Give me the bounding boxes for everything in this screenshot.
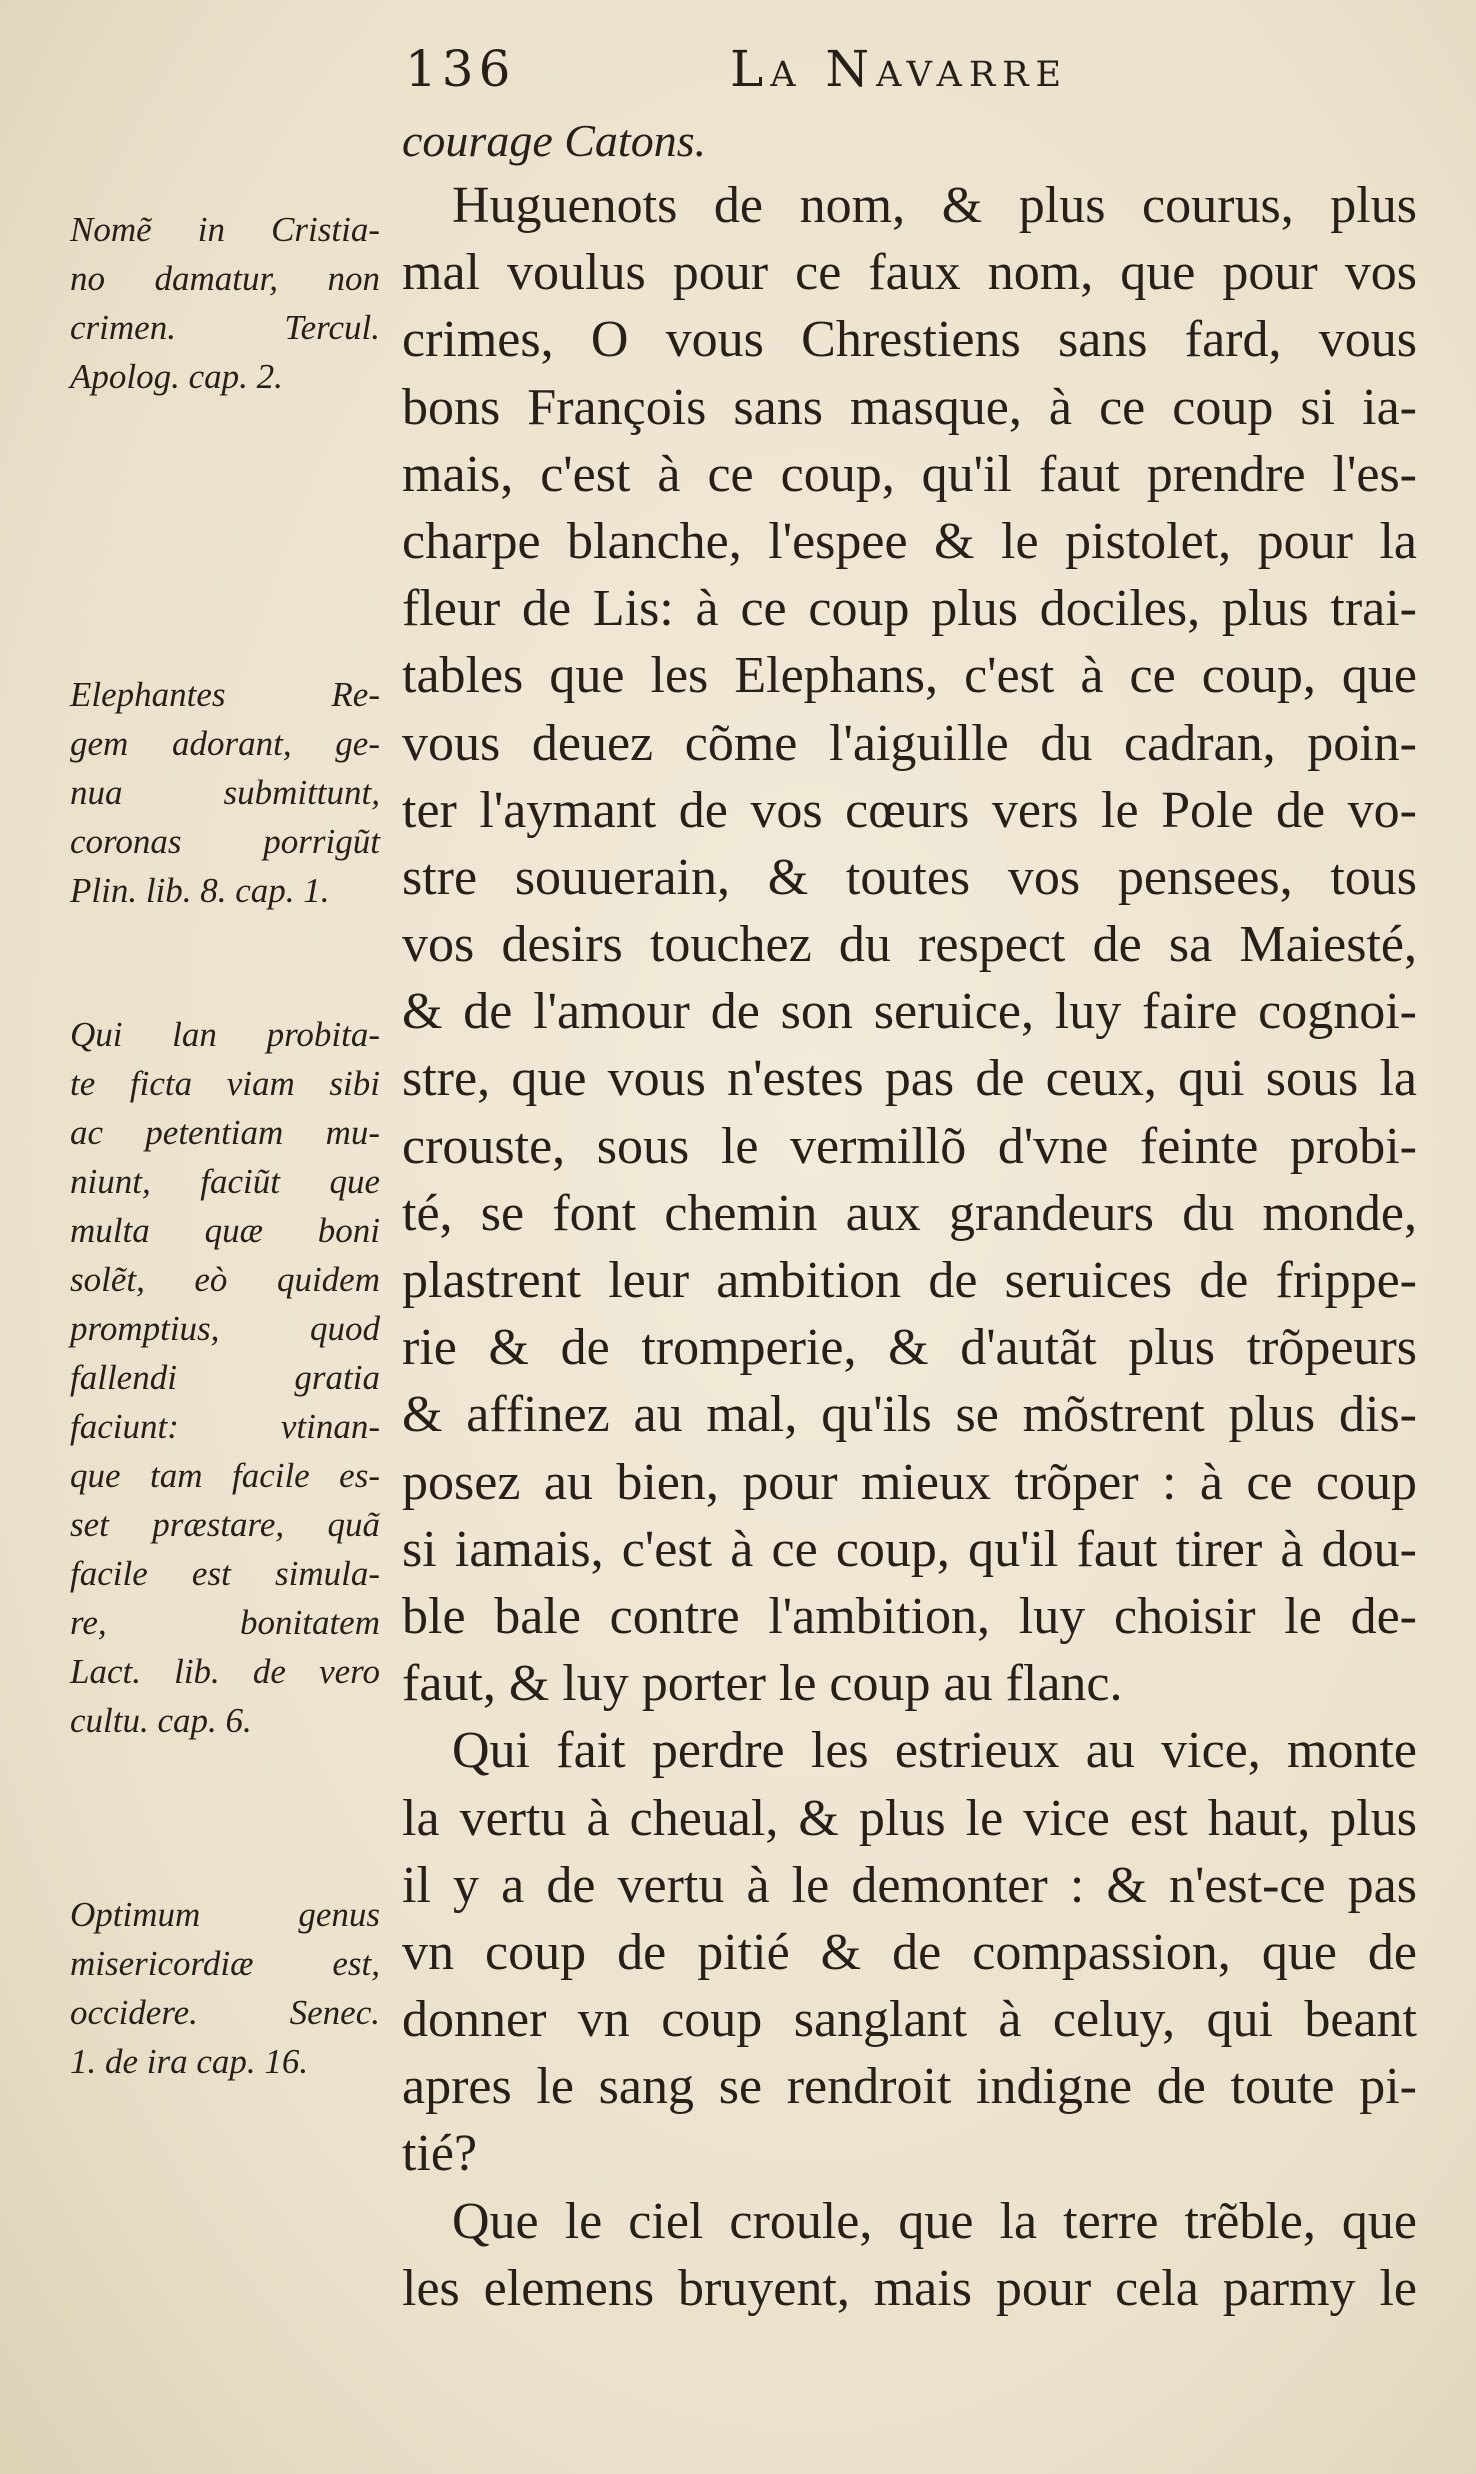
text-line: Qui fait perdre les estrieux au vice, monte bbox=[452, 1722, 1417, 1780]
margin-note-line: niunt, faciũt que bbox=[70, 1162, 380, 1201]
text-line: vos desirs touchez du respect de sa Maiesté, bbox=[402, 916, 1417, 974]
text-line: vn coup de pitié & de compassion, que de bbox=[402, 1923, 1417, 1981]
text-line: rie & de tromperie, & d'autãt plus trõpeurs bbox=[402, 1319, 1417, 1377]
running-title: La Navarre bbox=[730, 40, 1069, 98]
text-line: apres le sang se rendroit indigne de toute pi- bbox=[402, 2058, 1417, 2116]
margin-note-line: misericordiæ est, bbox=[70, 1944, 380, 1983]
margin-note-line: set præstare, quã bbox=[70, 1505, 380, 1544]
text-line: plastrent leur ambition de seruices de frippe- bbox=[402, 1252, 1417, 1309]
text-line: vous deuez cõme l'aiguille du cadran, poin- bbox=[402, 714, 1417, 772]
margin-note-line: fallendi gratia bbox=[70, 1358, 380, 1397]
text-line: faut, & luy porter le coup au flanc. bbox=[402, 1655, 1123, 1713]
margin-note-line: multa quæ boni bbox=[70, 1211, 380, 1250]
text-line: Que le ciel croule, que la terre trẽble, que bbox=[452, 2192, 1417, 2250]
margin-note-line: que tam facile es- bbox=[70, 1456, 380, 1495]
margin-note bbox=[70, 1890, 380, 2086]
text-line: crouste, sous le vermillõ d'vne feinte probi- bbox=[402, 1117, 1417, 1175]
margin-note-line: 1. de ira cap. 16. bbox=[70, 2042, 309, 2081]
margin-note-line: promptius, quod bbox=[70, 1309, 380, 1348]
text-line: donner vn coup sanglant à celuy, qui beant bbox=[402, 1991, 1417, 2049]
margin-note-line: nua submittunt, bbox=[70, 773, 380, 812]
margin-note-line: coronas porrigũt bbox=[70, 822, 380, 861]
margin-note-line: Optimum genus bbox=[70, 1895, 380, 1934]
main-text-column bbox=[402, 110, 1417, 2322]
margin-note-line: gem adorant, ge- bbox=[70, 724, 380, 763]
text-line: la vertu à cheual, & plus le vice est haut, plus bbox=[402, 1789, 1417, 1847]
text-line: courage Catons. bbox=[402, 115, 707, 166]
margin-note-line: re, bonitatem bbox=[70, 1603, 380, 1642]
text-line: ble bale contre l'ambition, luy choisir le de- bbox=[402, 1587, 1417, 1645]
text-line: mal voulus pour ce faux nom, que pour vos bbox=[402, 244, 1417, 302]
margin-note-line: Nomẽ in Cristia- bbox=[70, 210, 380, 249]
text-line: té, se font chemin aux grandeurs du monde, bbox=[402, 1184, 1417, 1242]
margin-note-line: Lact. lib. de vero bbox=[70, 1652, 380, 1691]
text-line: Huguenots de nom, & plus courus, plus bbox=[452, 177, 1417, 234]
text-line: posez au bien, pour mieux trõper : à ce coup bbox=[402, 1453, 1417, 1511]
text-line: stre souuerain, & toutes vos pensees, tous bbox=[402, 848, 1417, 906]
margin-note bbox=[70, 670, 380, 915]
margin-note-line: cultu. cap. 6. bbox=[70, 1701, 252, 1740]
margin-note-line: facile est simula- bbox=[70, 1554, 380, 1593]
margin-note-line: crimen. Tercul. bbox=[70, 308, 380, 347]
margin-note-line: Qui lan probita- bbox=[70, 1015, 380, 1054]
page-number: 136 bbox=[405, 40, 516, 98]
text-line: stre, que vous n'estes pas de ceux, qui sous la bbox=[402, 1050, 1417, 1108]
text-line: il y a de vertu à le demonter : & n'est-ce pas bbox=[402, 1856, 1417, 1914]
margin-note-line: occidere. Senec. bbox=[70, 1993, 380, 2032]
margin-note-line: Elephantes Re- bbox=[70, 675, 380, 714]
text-line: charpe blanche, l'espee & le pistolet, pour la bbox=[402, 512, 1417, 570]
margin-note-line: Apolog. cap. 2. bbox=[70, 357, 283, 396]
text-line: fleur de Lis: à ce coup plus dociles, plus trai- bbox=[402, 580, 1417, 638]
margin-note-line: solẽt, eò quidem bbox=[70, 1260, 380, 1299]
margin-note-line: te ficta viam sibi bbox=[70, 1064, 380, 1103]
text-line: tables que les Elephans, c'est à ce coup, que bbox=[402, 647, 1417, 705]
page-header bbox=[405, 40, 1405, 110]
margin-note-line: faciunt: vtinan- bbox=[70, 1407, 380, 1446]
margin-note-line: ac petentiam mu- bbox=[70, 1113, 380, 1152]
text-line: bons François sans masque, à ce coup si ia- bbox=[402, 378, 1417, 436]
margin-note-line: Plin. lib. 8. cap. 1. bbox=[70, 871, 330, 910]
text-line: crimes, O vous Chrestiens sans fard, vous bbox=[402, 311, 1417, 369]
text-line: & affinez au mal, qu'ils se mõstrent plus dis- bbox=[402, 1386, 1417, 1444]
text-line: mais, c'est à ce coup, qu'il faut prendre l'es- bbox=[402, 445, 1417, 503]
text-line: tié? bbox=[402, 2125, 478, 2183]
text-line: & de l'amour de son seruice, luy faire cognoi- bbox=[402, 983, 1417, 1041]
margin-note bbox=[70, 205, 380, 401]
text-line: ter l'aymant de vos cœurs vers le Pole de vo- bbox=[402, 781, 1417, 839]
margin-note bbox=[70, 1010, 380, 1745]
text-line: les elemens bruyent, mais pour cela parmy le bbox=[402, 2259, 1417, 2317]
text-line: si iamais, c'est à ce coup, qu'il faut tirer à dou- bbox=[402, 1520, 1417, 1578]
margin-note-line: no damatur, non bbox=[70, 259, 380, 298]
